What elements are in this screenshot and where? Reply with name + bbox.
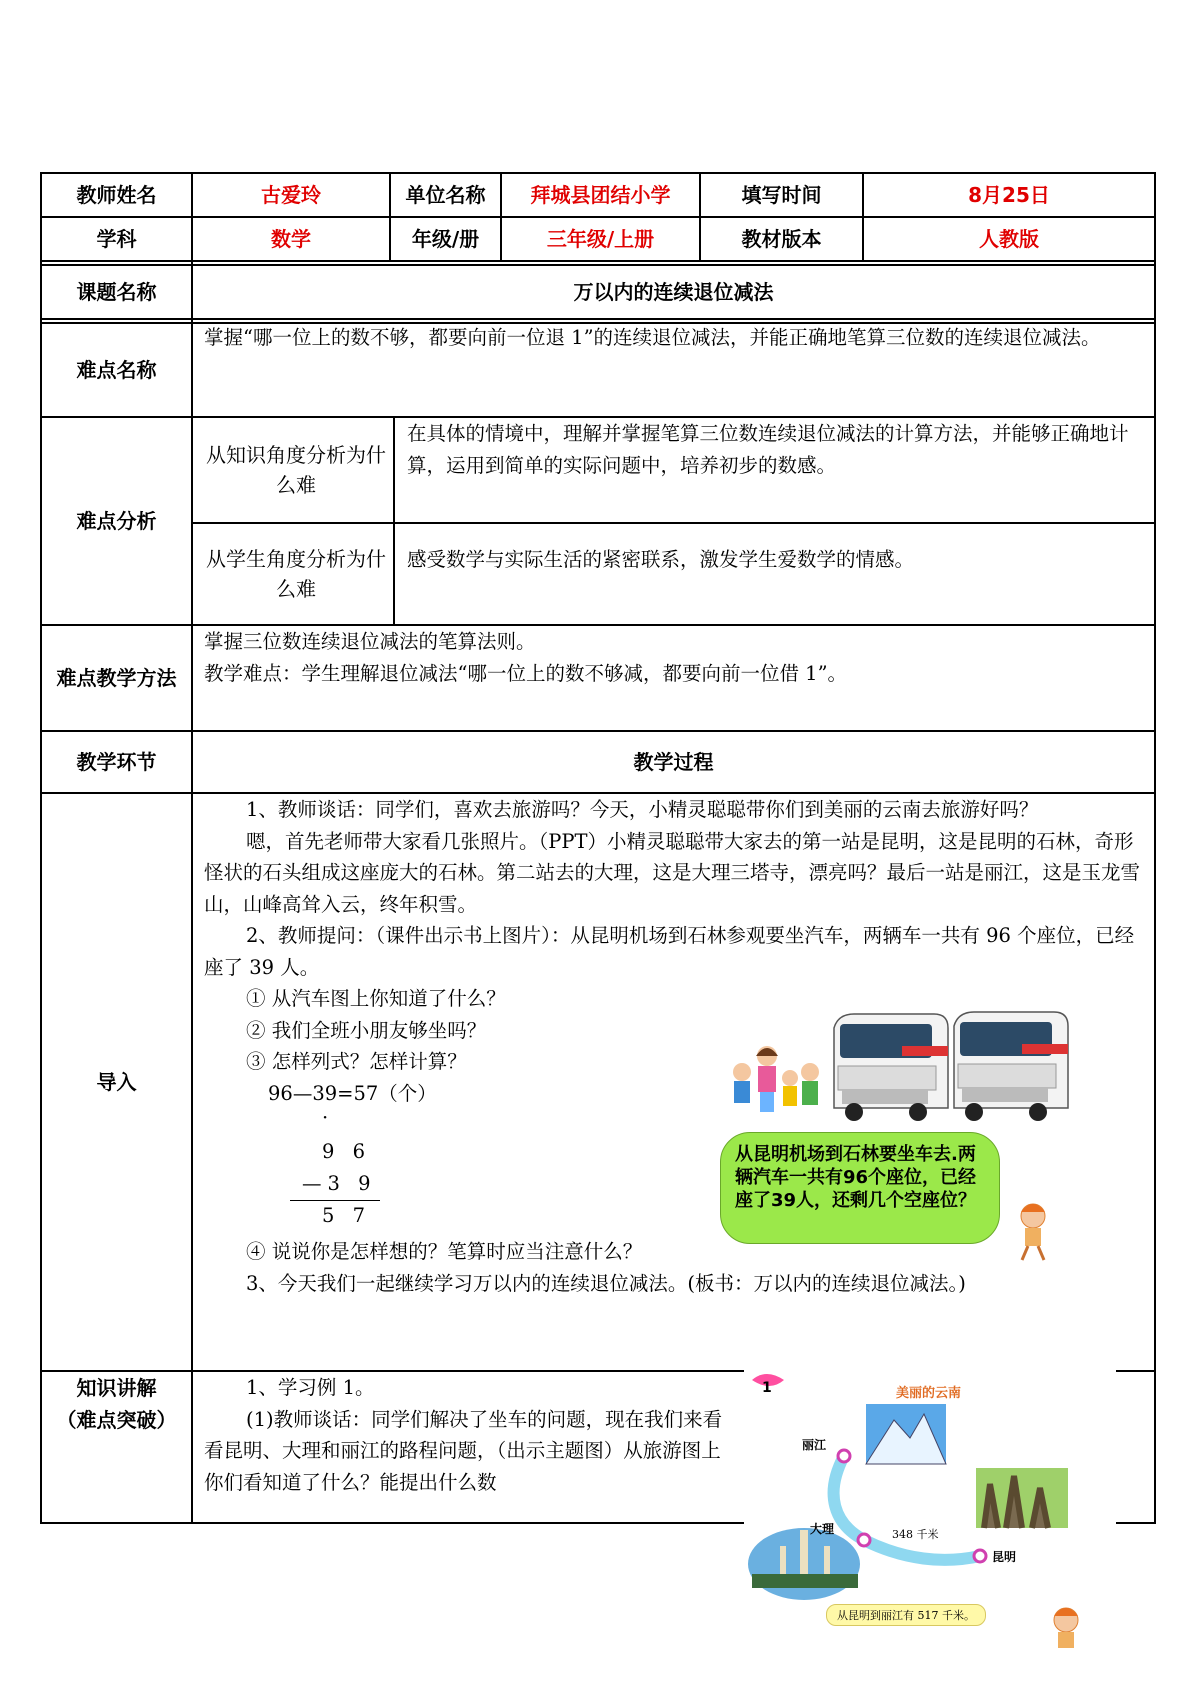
stage-header: 教学环节 xyxy=(76,750,157,774)
intro-p4: 3、今天我们一起继续学习万以内的连续退位减法。(板书：万以内的连续退位减法。) xyxy=(246,1271,966,1295)
student-angle-text: 感受数学与实际生活的紧密联系，激发学生爱数学的情感。 xyxy=(407,548,915,571)
unit-label: 单位名称 xyxy=(405,183,486,207)
subject-value: 数学 xyxy=(271,227,311,251)
topic-label: 课题名称 xyxy=(76,280,157,304)
calc-rule xyxy=(290,1200,380,1201)
knowledge-label xyxy=(42,1372,191,1436)
map-badge-number: 1 xyxy=(762,1380,772,1396)
knowledge-text xyxy=(204,1372,724,1498)
stone-forest-photo-icon xyxy=(976,1468,1068,1528)
intro-q2: ② 我们全班小朋友够坐吗？ xyxy=(246,1018,487,1042)
bus-illustration xyxy=(722,1006,1082,1128)
process-header: 教学过程 xyxy=(633,750,714,774)
subject-label: 学科 xyxy=(96,227,137,251)
method-line-1: 掌握三位数连续退位减法的笔算法则。 xyxy=(204,630,536,653)
knowledge-label-line2: （难点突破） xyxy=(56,1408,177,1432)
calc-top: 9 6 xyxy=(322,1140,372,1163)
grade-label: 年级/册 xyxy=(411,227,480,251)
map-label-lijiang: 丽江 xyxy=(802,1438,827,1452)
date-label: 填写时间 xyxy=(741,183,822,207)
bus-icon xyxy=(834,1014,948,1121)
teacher-label: 教师姓名 xyxy=(76,183,157,207)
speech-bubble: 从昆明机场到石林要坐车去.两辆汽车一共有96个座位，已经座了39人，还剩几个空座位？ xyxy=(720,1132,1000,1244)
edition-label: 教材版本 xyxy=(741,227,822,251)
method-line-2: 教学难点：学生理解退位减法“哪一位上的数不够减，都要向前一位借 1”。 xyxy=(204,661,848,685)
knowledge-p2: (1)教师谈话：同学们解决了坐车的问题，现在我们来看看昆明、大理和丽江的路程问题，（出示主题图）从旅游图上你们看知道了什么？能提出什么数 xyxy=(204,1407,723,1494)
sprite-figure xyxy=(1004,1198,1062,1262)
intro-q4: ④ 说说你是怎样想的？笔算时应当注意什么？ xyxy=(246,1240,643,1263)
children-figure xyxy=(733,1046,819,1112)
intro-p2: 嗯，首先老师带大家看几张照片。（PPT）小精灵聪聪带大家去的第一站是昆明，这是昆明的石林，奇形怪状的石头组成这座庞大的石林。第二站去的大理，这是大理三塔寺，漂亮吗？最后一站是丽江，这是玉龙雪山，山峰高耸入云，终年积雪。 xyxy=(204,829,1141,916)
pagoda-photo-icon xyxy=(748,1528,860,1600)
map-label-kunming: 昆明 xyxy=(992,1550,1017,1564)
calc-subtrahend: —3 9 xyxy=(302,1172,377,1195)
intro-q1: ① 从汽车图上你知道了什么？ xyxy=(246,987,506,1010)
grade-value: 三年级/上册 xyxy=(546,227,655,251)
intro-q3: ③ 怎样列式？怎样计算？ xyxy=(246,1050,467,1073)
map-title: 美丽的云南 xyxy=(896,1386,962,1401)
difficulty-label: 难点名称 xyxy=(76,358,157,382)
knowledge-angle-label: 从知识角度分析为什么难 xyxy=(206,443,386,497)
sprite-figure xyxy=(1054,1608,1078,1648)
intro-label: 导入 xyxy=(96,1070,137,1094)
difficulty-text: 掌握“哪一位上的数不够，都要向前一位退 1”的连续退位减法，并能正确地笔算三位数的连续退位减法。 xyxy=(204,326,1101,349)
knowledge-p1: 1、学习例 1。 xyxy=(246,1376,375,1399)
edition-value: 人教版 xyxy=(979,227,1039,251)
method-label: 难点教学方法 xyxy=(56,666,177,690)
knowledge-label-line1: 知识讲解 xyxy=(76,1376,157,1400)
bus-icon xyxy=(954,1012,1068,1121)
intro-p3: 2、教师提问：（课件出示书上图片）：从昆明机场到石林参观要坐汽车，两辆车一共有 96 个座位，已经座了 39 人。 xyxy=(204,924,1135,979)
map-label-dali: 大理 xyxy=(810,1522,835,1536)
topic-value: 万以内的连续退位减法 xyxy=(573,280,774,304)
unit-value: 拜城县团结小学 xyxy=(530,183,671,207)
teacher-value: 古爱玲 xyxy=(261,183,321,207)
intro-equation: 96—39=57（个） xyxy=(268,1081,437,1105)
mountain-photo-icon xyxy=(866,1404,946,1464)
student-angle-label: 从学生角度分析为什么难 xyxy=(206,547,386,601)
method-text xyxy=(204,626,1146,689)
analysis-label: 难点分析 xyxy=(76,509,157,533)
date-value: 8月25日 xyxy=(968,183,1050,207)
calc-result: 5 7 xyxy=(322,1204,372,1227)
intro-p1: 1、教师谈话：同学们，喜欢去旅游吗？今天，小精灵聪聪带你们到美丽的云南去旅游好吗？ xyxy=(246,798,1039,821)
calc-dot: · xyxy=(322,1106,335,1129)
knowledge-angle-text: 在具体的情境中，理解并掌握笔算三位数连续退位减法的计算方法，并能够正确地计算，运用到简单的实际问题中，培养初步的数感。 xyxy=(407,422,1129,477)
map-note: 从昆明到丽江有 517 千米。 xyxy=(826,1604,986,1626)
map-distance: 348 千米 xyxy=(892,1528,939,1541)
yunnan-map xyxy=(744,1364,1116,1664)
